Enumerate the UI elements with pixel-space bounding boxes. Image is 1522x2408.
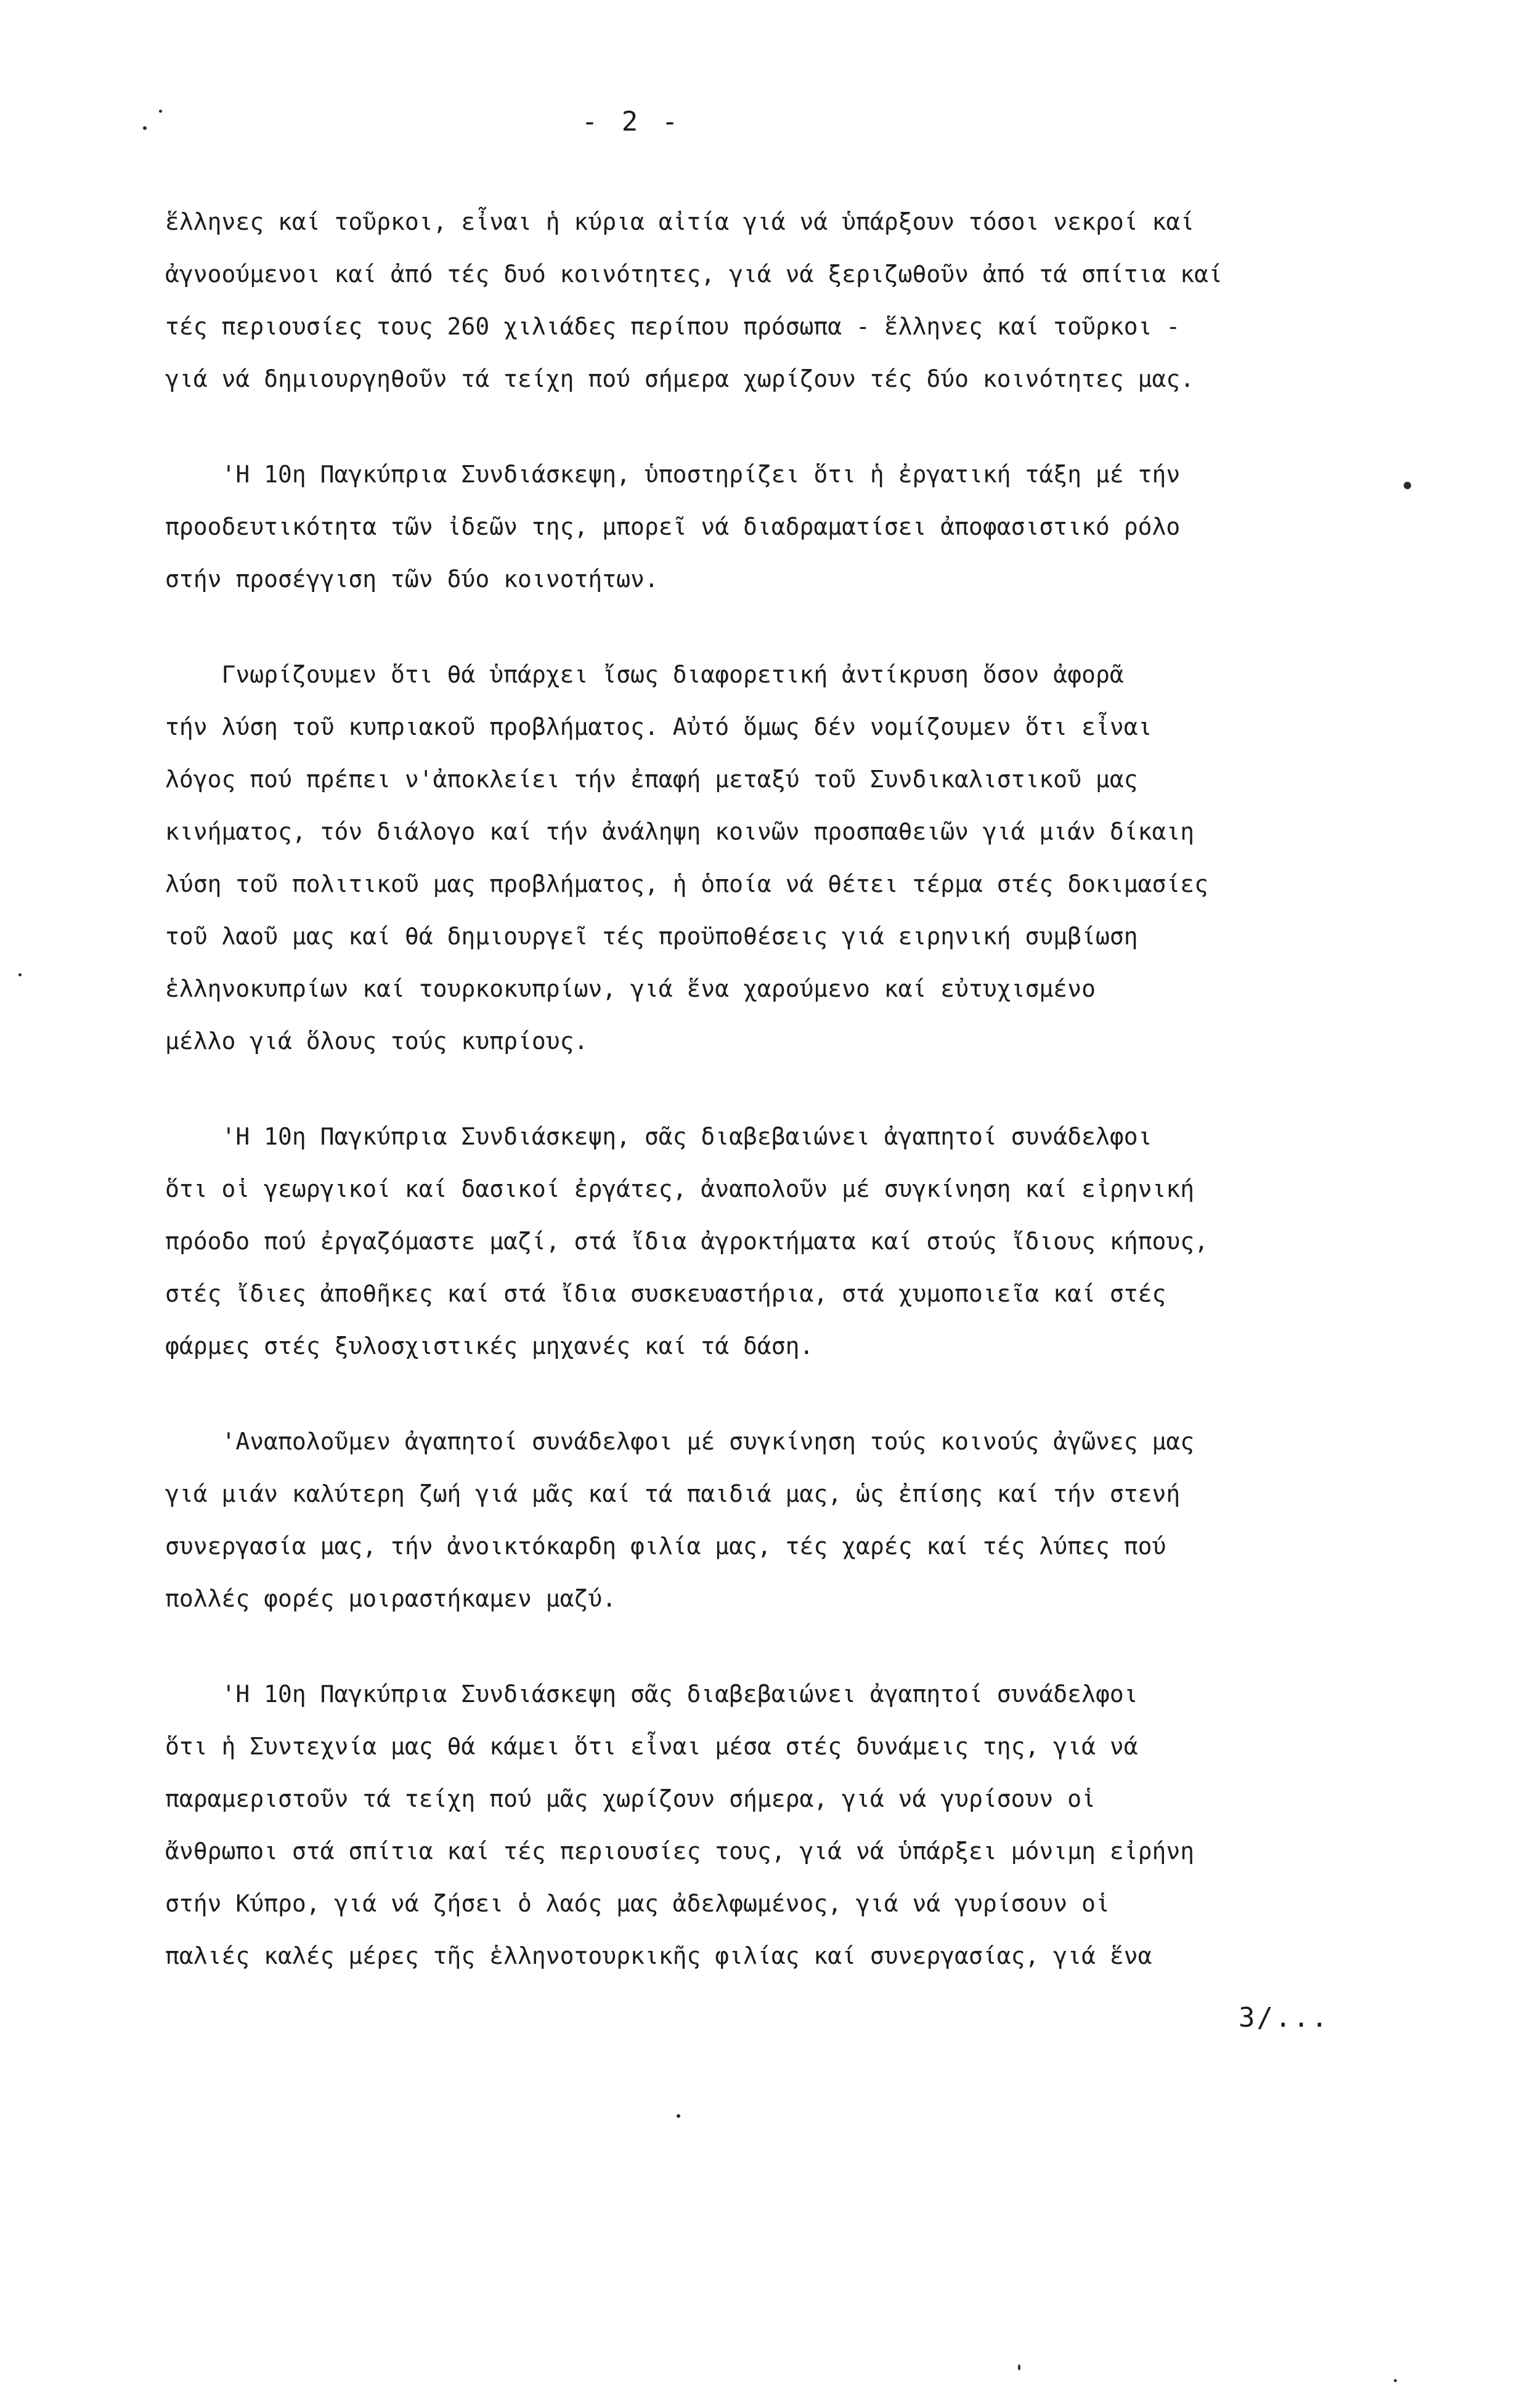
text-line: τοῦ λαοῦ μας καί θά δημιουργεῖ τές προϋποθέσεις γιά ειρηνική συμβίωση [165,923,1138,950]
text-line: 'Αναπολοῦμεν ἀγαπητοί συνάδελφοι μέ συγκίνηση τούς κοινούς ἀγῶνες μας [165,1428,1195,1455]
scan-speck [677,2114,680,2118]
text-line: γιά μιάν καλύτερη ζωή γιά μᾶς καί τά παιδιά μας, ὡς ἐπίσης καί τήν στενή [165,1480,1181,1507]
scan-speck [1404,482,1411,489]
scan-speck [143,126,147,130]
text-line: στήν Κύπρο, γιά νά ζήσει ὁ λαός μας ἀδελφωμένος, γιά νά γυρίσουν οἱ [165,1890,1110,1917]
scan-speck [18,973,22,976]
paragraph-2 [165,448,1404,606]
text-line: 'Η 10η Παγκύπρια Συνδιάσκεψη σᾶς διαβεβαιώνει ἀγαπητοί συνάδελφοι [165,1680,1138,1708]
text-line: γιά νά δημιουργηθοῦν τά τείχη πού σήμερα χωρίζουν τές δύο κοινότητες μας. [165,365,1195,392]
text-line: πολλές φορές μοιραστήκαμεν μαζύ. [165,1585,617,1612]
text-line: ὅτι ἡ Συντεχνία μας θά κάμει ὅτι εἶναι μέσα στές δυνάμεις της, γιά νά [165,1733,1138,1760]
text-line: στήν προσέγγιση τῶν δύο κοινοτήτων. [165,566,659,593]
text-line: ἑλληνοκυπρίων καί τουρκοκυπρίων, γιά ἕνα χαρούμενο καί εὐτυχισμένο [165,975,1096,1002]
text-line: λύση τοῦ πολιτικοῦ μας προβλήματος, ἡ ὁποία νά θέτει τέρμα στές δοκιμασίες [165,870,1208,898]
paragraph-6 [165,1668,1404,1982]
text-line: στές ἴδιες ἀποθῆκες καί στά ἴδια συσκευαστήρια, στά χυμοποιεῖα καί στές [165,1280,1166,1307]
text-line: ἄνθρωποι στά σπίτια καί τές περιουσίες τους, γιά νά ὑπάρξει μόνιμη εἰρήνη [165,1838,1195,1865]
paragraph-4 [165,1111,1404,1372]
text-line: ἀγνοούμενοι καί ἀπό τές δυό κοινότητες, γιά νά ξεριζωθοῦν ἀπό τά σπίτια καί [165,261,1223,288]
scan-speck [159,110,162,113]
text-line: παραμεριστοῦν τά τείχη πού μᾶς χωρίζουν σήμερα, γιά νά γυρίσουν οἱ [165,1785,1096,1812]
text-line: συνεργασία μας, τήν ἀνοικτόκαρδη φιλία μας, τές χαρές καί τές λύπες πού [165,1533,1166,1560]
paragraph-3 [165,649,1404,1068]
text-line: Γνωρίζουμεν ὅτι θά ὑπάρχει ἴσως διαφορετική ἀντίκρυση ὅσον ἀφορᾶ [165,661,1124,688]
text-line: 'Η 10η Παγκύπρια Συνδιάσκεψη, ὑποστηρίζει ὅτι ἡ ἐργατική τάξη μέ τήν [165,461,1181,488]
text-line: προοδευτικότητα τῶν ἰδεῶν της, μπορεῖ νά διαδραματίσει ἀποφασιστικό ρόλο [165,513,1181,540]
text-line: φάρμες στές ξυλοσχιστικές μηχανές καί τά δάση. [165,1332,814,1360]
text-line: μέλλο γιά ὅλους τούς κυπρίους. [165,1028,588,1055]
text-line: παλιές καλές μέρες τῆς ἑλληνοτουρκικῆς φιλίας καί συνεργασίας, γιά ἕνα [165,1942,1152,1969]
text-line: πρόοδο πού ἐργαζόμαστε μαζί, στά ἴδια ἀγροκτήματα καί στούς ἴδιους κήπους, [165,1228,1208,1255]
text-line: ἕλληνες καί τοῦρκοι, εἶναι ἡ κύρια αἰτία γιά νά ὑπάρξουν τόσοι νεκροί καί [165,208,1195,235]
text-line: 'Η 10η Παγκύπρια Συνδιάσκεψη, σᾶς διαβεβαιώνει ἀγαπητοί συνάδελφοι [165,1123,1152,1150]
paragraph-1 [165,196,1404,405]
scan-speck [1394,2379,1397,2382]
text-line: κινήματος, τόν διάλογο καί τήν ἀνάληψη κοινῶν προσπαθειῶν γιά μιάν δίκαιη [165,818,1195,845]
text-line: λόγος πού πρέπει ν'ἀποκλείει τήν ἐπαφή μεταξύ τοῦ Συνδικαλιστικοῦ μας [165,766,1138,793]
paragraph-5 [165,1416,1404,1625]
page-number: - 2 - [581,106,682,137]
continuation-marker: 3/... [1239,2002,1330,2033]
scan-speck [1018,2364,1020,2370]
text-line: ὅτι οἱ γεωργικοί καί δασικοί ἐργάτες, ἀναπολοῦν μέ συγκίνηση καί εἰρηνική [165,1175,1195,1202]
document-body [165,196,1404,2025]
text-line: τές περιουσίες τους 260 χιλιάδες περίπου πρόσωπα - ἕλληνες καί τοῦρκοι - [165,313,1181,340]
text-line: τήν λύση τοῦ κυπριακοῦ προβλήματος. Αὐτό ὅμως δέν νομίζουμεν ὅτι εἶναι [165,713,1152,740]
